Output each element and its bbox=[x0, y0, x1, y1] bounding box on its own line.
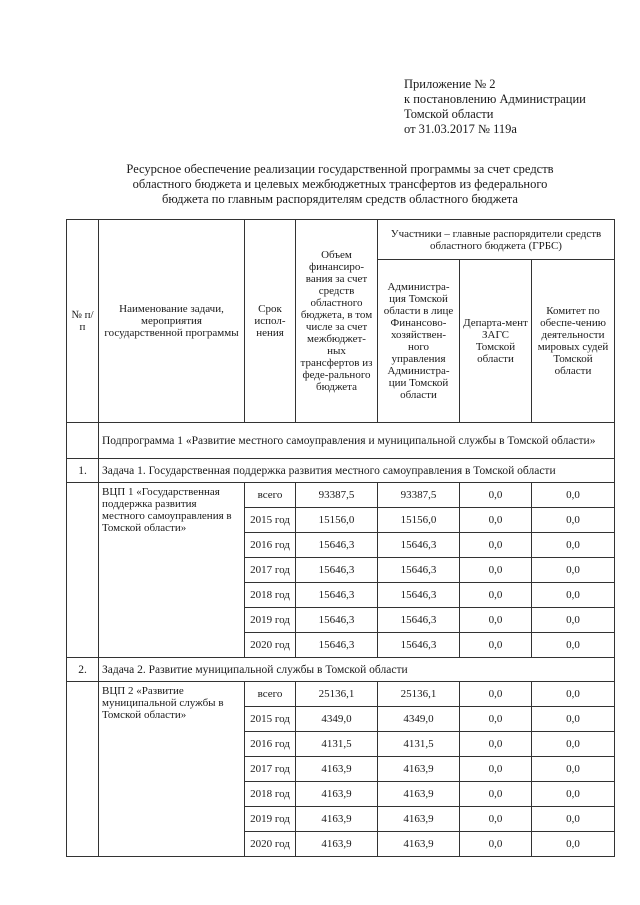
appendix-line: Приложение № 2 bbox=[404, 77, 496, 91]
appendix-line: Томской области bbox=[404, 107, 494, 121]
header-committee: Комитет по обеспе-чению деятельности мировых судей Томской области bbox=[532, 260, 615, 423]
cell-volume: 15646,3 bbox=[296, 608, 378, 633]
cell-committee: 0,0 bbox=[532, 707, 615, 732]
cell-volume: 4349,0 bbox=[296, 707, 378, 732]
cell-term: 2019 год bbox=[245, 608, 296, 633]
cell-term: 2017 год bbox=[245, 558, 296, 583]
cell-zags: 0,0 bbox=[460, 483, 532, 508]
cell-admin: 15646,3 bbox=[378, 633, 460, 658]
cell-zags: 0,0 bbox=[460, 533, 532, 558]
cell-volume: 4163,9 bbox=[296, 757, 378, 782]
measure-name: ВЦП 1 «Государственная поддержка развития местного самоуправления в Томской области» bbox=[99, 483, 245, 658]
cell-zags: 0,0 bbox=[460, 707, 532, 732]
cell-volume: 15646,3 bbox=[296, 533, 378, 558]
cell-committee: 0,0 bbox=[532, 583, 615, 608]
cell-zags: 0,0 bbox=[460, 508, 532, 533]
cell-term: 2015 год bbox=[245, 707, 296, 732]
cell-zags: 0,0 bbox=[460, 633, 532, 658]
cell-zags: 0,0 bbox=[460, 832, 532, 857]
cell-zags: 0,0 bbox=[460, 807, 532, 832]
cell-committee: 0,0 bbox=[532, 508, 615, 533]
cell-term: 2016 год bbox=[245, 533, 296, 558]
header-admin: Администра-ция Томской области в лице Финансово-хозяйствен-ного управления Администра-ции Томской области bbox=[378, 260, 460, 423]
cell-admin: 4163,9 bbox=[378, 807, 460, 832]
cell-term: 2019 год bbox=[245, 807, 296, 832]
cell-term: 2020 год bbox=[245, 633, 296, 658]
subprogram-title: Подпрограмма 1 «Развитие местного самоуправления и муниципальной службы в Томской области» bbox=[99, 423, 615, 459]
appendix-block bbox=[404, 77, 586, 137]
cell-term: 2017 год bbox=[245, 757, 296, 782]
document-title bbox=[80, 162, 600, 207]
resource-table bbox=[66, 219, 615, 857]
cell-term: 2016 год bbox=[245, 732, 296, 757]
cell-volume: 15646,3 bbox=[296, 583, 378, 608]
cell-committee: 0,0 bbox=[532, 782, 615, 807]
cell-committee: 0,0 bbox=[532, 807, 615, 832]
header-num: № п/п bbox=[67, 220, 99, 423]
cell-admin: 4163,9 bbox=[378, 757, 460, 782]
cell-admin: 4163,9 bbox=[378, 832, 460, 857]
cell-committee: 0,0 bbox=[532, 633, 615, 658]
cell-zags: 0,0 bbox=[460, 682, 532, 707]
cell-term: всего bbox=[245, 483, 296, 508]
cell-volume: 4163,9 bbox=[296, 782, 378, 807]
header-zags: Департа-мент ЗАГС Томской области bbox=[460, 260, 532, 423]
cell-volume: 4163,9 bbox=[296, 832, 378, 857]
header-term: Срок испол-нения bbox=[245, 220, 296, 423]
cell-term: 2018 год bbox=[245, 583, 296, 608]
cell-volume: 4131,5 bbox=[296, 732, 378, 757]
cell-admin: 4349,0 bbox=[378, 707, 460, 732]
title-line: областного бюджета и целевых межбюджетных трансфертов из федерального bbox=[132, 177, 548, 191]
cell-committee: 0,0 bbox=[532, 732, 615, 757]
task-row bbox=[67, 658, 615, 682]
cell-volume: 15156,0 bbox=[296, 508, 378, 533]
task-number: 1. bbox=[67, 459, 99, 483]
task-number: 2. bbox=[67, 658, 99, 682]
task-title: Задача 2. Развитие муниципальной службы в Томской области bbox=[99, 658, 615, 682]
cell-volume: 93387,5 bbox=[296, 483, 378, 508]
title-line: Ресурсное обеспечение реализации государственной программы за счет средств bbox=[126, 162, 554, 176]
cell-volume: 15646,3 bbox=[296, 633, 378, 658]
cell-committee: 0,0 bbox=[532, 832, 615, 857]
cell-admin: 93387,5 bbox=[378, 483, 460, 508]
cell-zags: 0,0 bbox=[460, 608, 532, 633]
task-title: Задача 1. Государственная поддержка развития местного самоуправления в Томской области bbox=[99, 459, 615, 483]
cell-admin: 15646,3 bbox=[378, 533, 460, 558]
subprogram-row bbox=[67, 423, 615, 459]
title-line: бюджета по главным распорядителям средств областного бюджета bbox=[162, 192, 518, 206]
cell-zags: 0,0 bbox=[460, 558, 532, 583]
cell-zags: 0,0 bbox=[460, 757, 532, 782]
header-volume: Объем финансиро-вания за счет средств областного бюджета, в том числе за счет межбюджет-ных трансфертов из феде-рального бюджета bbox=[296, 220, 378, 423]
cell-volume: 4163,9 bbox=[296, 807, 378, 832]
appendix-line: к постановлению Администрации bbox=[404, 92, 586, 106]
table-row bbox=[67, 682, 615, 707]
task-row bbox=[67, 459, 615, 483]
appendix-line: от 31.03.2017 № 119а bbox=[404, 122, 517, 136]
cell-admin: 4131,5 bbox=[378, 732, 460, 757]
cell-term: 2015 год bbox=[245, 508, 296, 533]
cell-term: 2018 год bbox=[245, 782, 296, 807]
cell-committee: 0,0 bbox=[532, 682, 615, 707]
cell-zags: 0,0 bbox=[460, 782, 532, 807]
cell-volume: 15646,3 bbox=[296, 558, 378, 583]
header-name: Наименование задачи, мероприятия государственной программы bbox=[99, 220, 245, 423]
cell-zags: 0,0 bbox=[460, 732, 532, 757]
cell-admin: 25136,1 bbox=[378, 682, 460, 707]
cell-volume: 25136,1 bbox=[296, 682, 378, 707]
measure-name: ВЦП 2 «Развитие муниципальной службы в Томской области» bbox=[99, 682, 245, 857]
cell-term: всего bbox=[245, 682, 296, 707]
cell-zags: 0,0 bbox=[460, 583, 532, 608]
cell-admin: 15156,0 bbox=[378, 508, 460, 533]
cell-committee: 0,0 bbox=[532, 608, 615, 633]
cell-committee: 0,0 bbox=[532, 533, 615, 558]
cell-committee: 0,0 bbox=[532, 483, 615, 508]
cell-admin: 15646,3 bbox=[378, 583, 460, 608]
header-participants: Участники – главные распорядители средств областного бюджета (ГРБС) bbox=[378, 220, 615, 260]
cell-admin: 15646,3 bbox=[378, 558, 460, 583]
cell-admin: 4163,9 bbox=[378, 782, 460, 807]
cell-term: 2020 год bbox=[245, 832, 296, 857]
table-row bbox=[67, 483, 615, 508]
header-row bbox=[67, 220, 615, 260]
cell-committee: 0,0 bbox=[532, 558, 615, 583]
cell-admin: 15646,3 bbox=[378, 608, 460, 633]
cell-committee: 0,0 bbox=[532, 757, 615, 782]
